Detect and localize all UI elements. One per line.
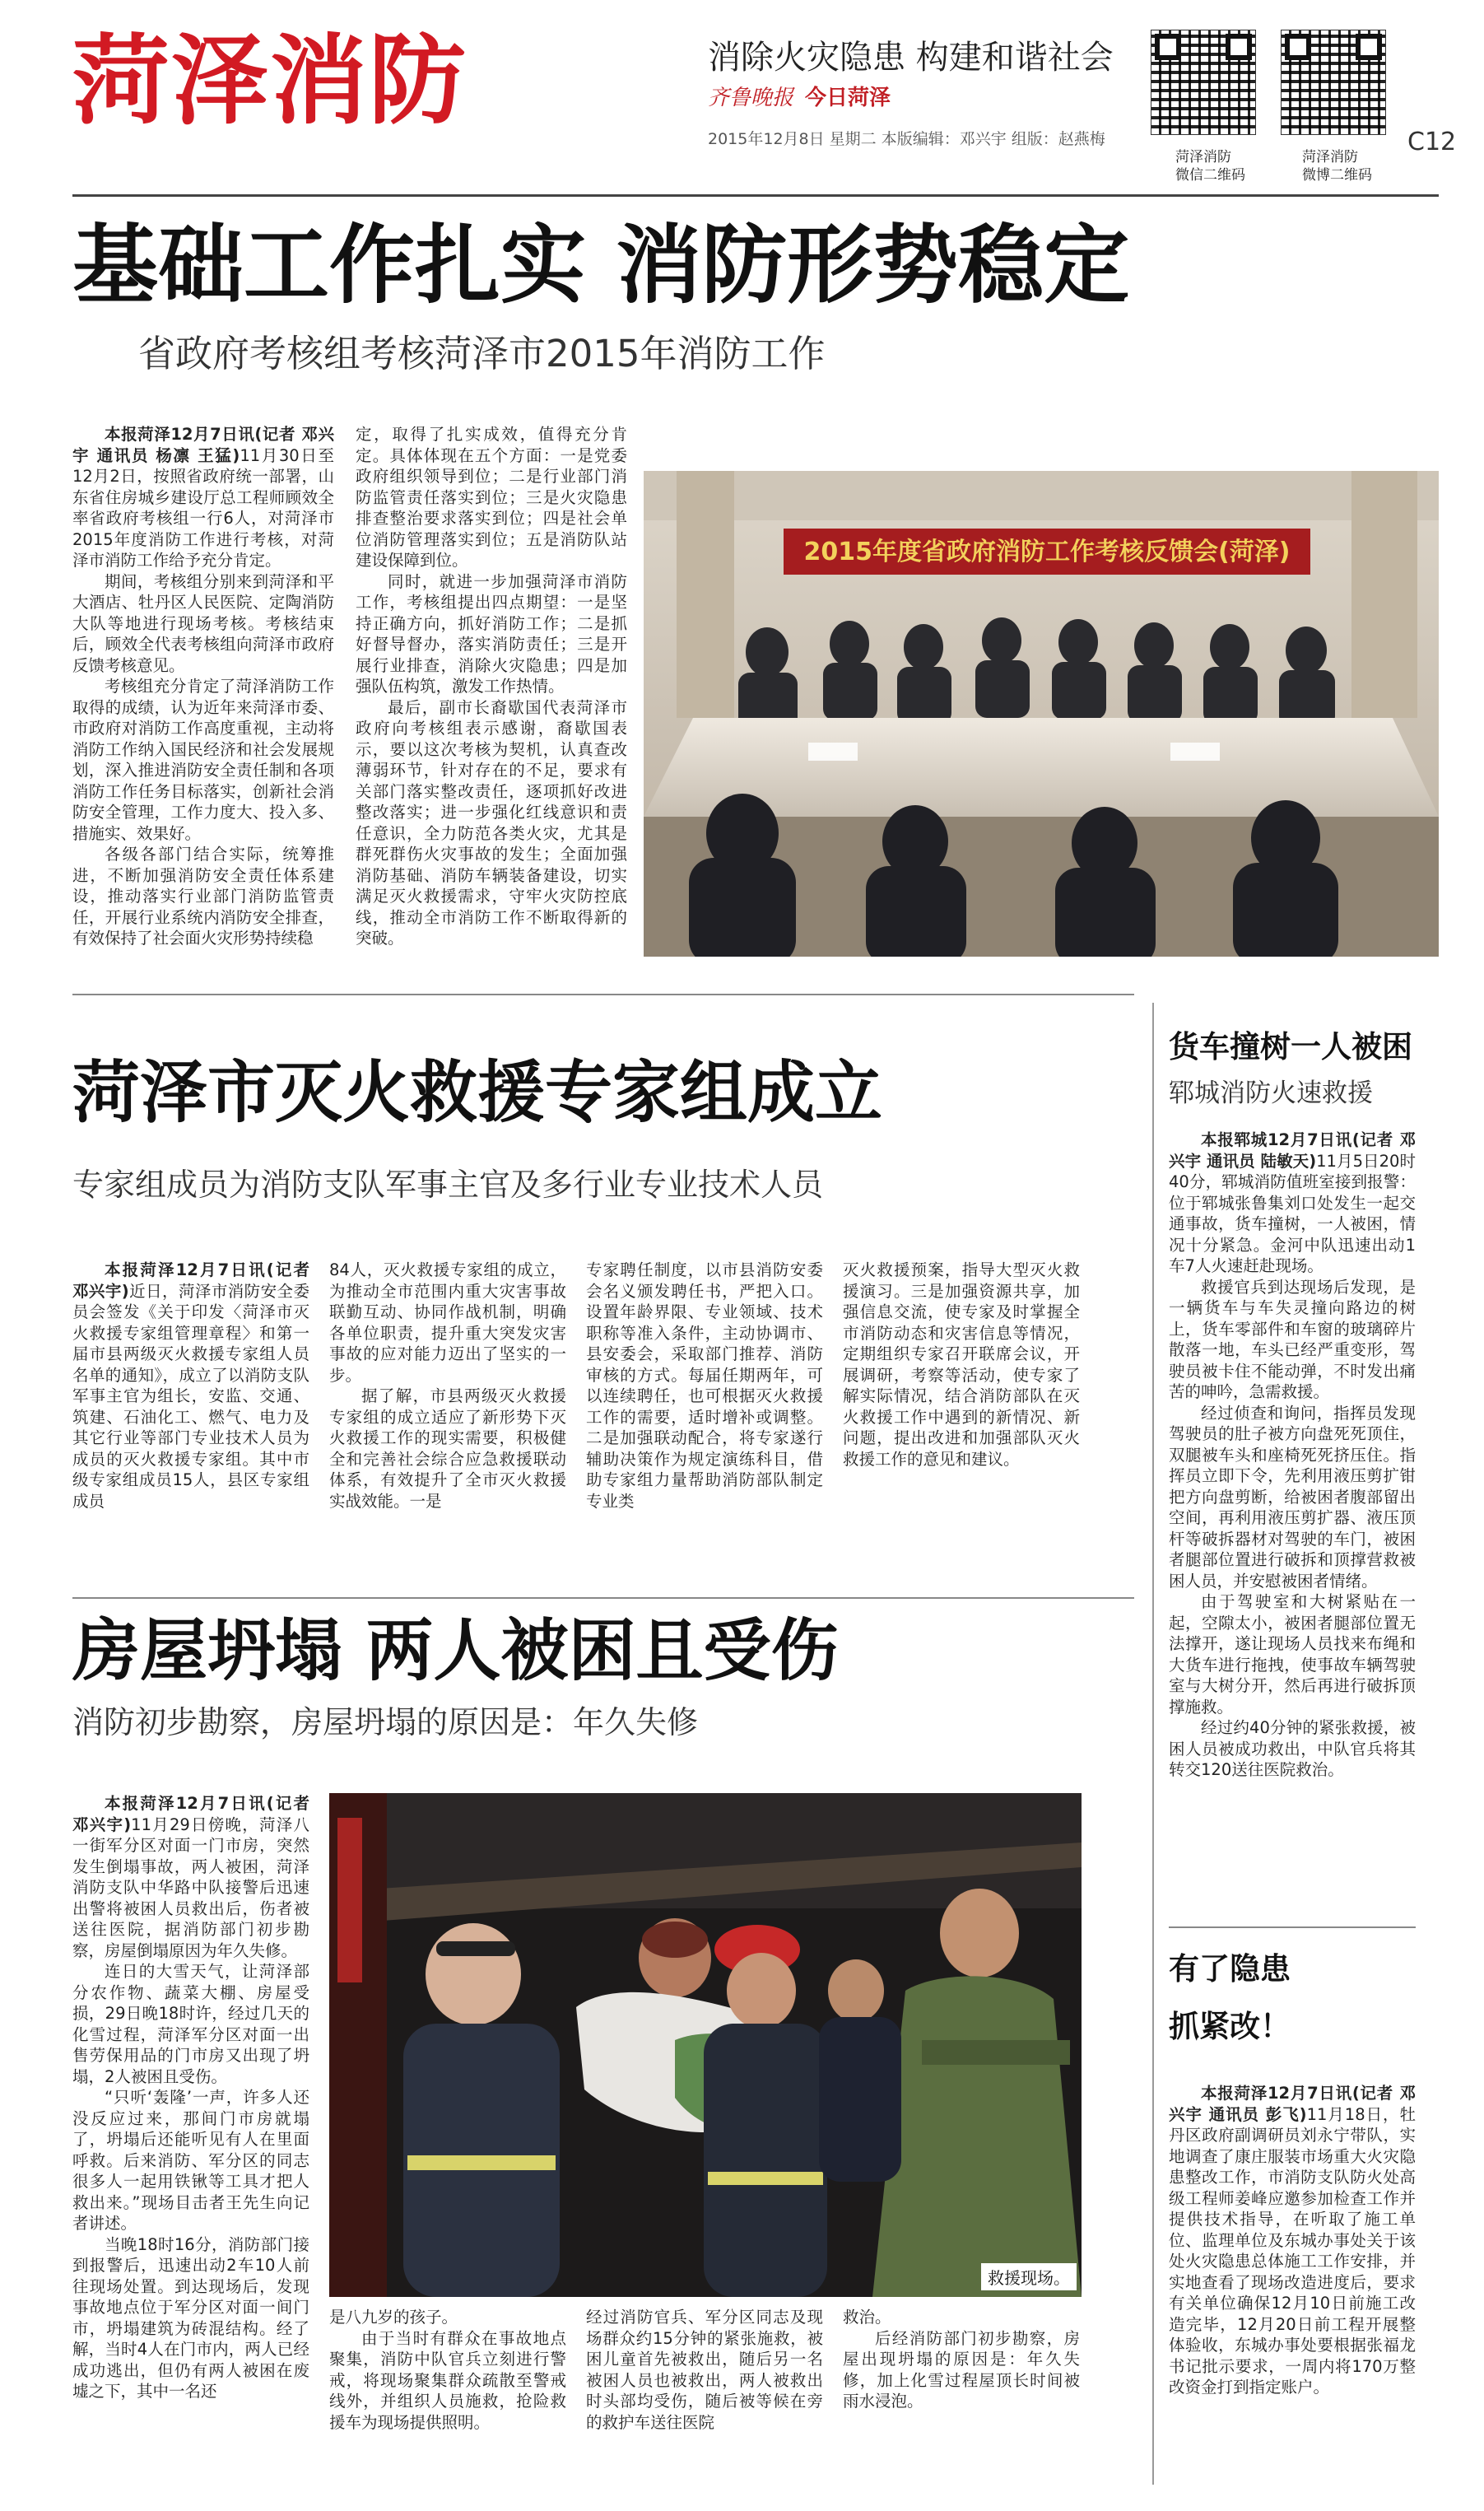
side2-byline: 本报菏泽12月7日讯(记者 邓兴宇 通讯员 彭飞) — [1169, 2084, 1416, 2124]
page-code: C12 — [1407, 128, 1457, 156]
masthead-title: 菏泽消防 — [72, 24, 468, 137]
side2-headline-line1: 有了隐患 — [1169, 1951, 1291, 1987]
article2-col4: 灭火救援预案，指导大型灭火救援演习。三是加强资源共享，加强信息交流，使专家及时掌握全市消防动态和灾害信息等情况，定期组织专家召开联席会议，开展调研，考察等活动，使专家了解实际情况，结合消防部队在灭火救援工作中遇到的新情况、新问题，提出改进和加强部队灭火救援工作的意见和建议。 — [843, 1260, 1080, 1469]
article3-photo-caption: 救援现场。 — [981, 2263, 1077, 2290]
weibo-qr-caption: 菏泽消防 微博二维码 — [1302, 149, 1372, 184]
article3-byline: 本报菏泽12月7日讯(记者 邓兴宇) — [72, 1794, 309, 1834]
article3-headline: 房屋坍塌 两人被困且受伤 — [72, 1612, 839, 1690]
side1-byline: 本报郓城12月7日讯(记者 邓兴宇 通讯员 陆敏天) — [1169, 1130, 1416, 1171]
wechat-qr-caption: 菏泽消防 微信二维码 — [1175, 149, 1245, 184]
article2-col3: 专家聘任制度，以市县消防安委会名义颁发聘任书，严把入口。设置年龄界限、专业领域、技术职称等准入条件，主动协调市、县安委会，采取部门推荐、消防审核的方式。每届任期两年，可以连续聘任，也可根据灭火救援工作的需要，适时增补或调整。二是加强联动配合，将专家遂行辅助决策作为规定演练科目，借助专家组力量帮助消防部队制定专业类 — [586, 1260, 823, 1511]
dateline: 2015年12月8日 星期二 本版编辑：邓兴宇 组版：赵燕梅 — [708, 130, 1105, 148]
article1-divider — [72, 994, 1134, 995]
side2-headline-line2: 抓紧改！ — [1169, 2009, 1291, 2044]
article1-col2: 定，取得了扎实成效，值得充分肯定。具体体现在五个方面：一是党委政府组织领导到位；二是行业部门消防监管责任落实到位；三是火灾隐患排查整治要求落实到位；四是社会单位消防管理落实到位；五是消防队站建设保障到位。 同时，就进一步加强菏泽市消防工作，考核组提出四点期望：一是坚持正确方向，抓好消防工作；二是抓好督导督办，落实消防责任；三是开展行业排查，消除火灾隐患；四是加强队伍构筑，激发工作热情。 最后，副市长裔歇国代表菏泽市政府向考核组表示感谢，裔歇国表示，要以这次考核为契机，认真查改薄弱环节，针对存在的不足，要求有关部门落实整改责任，逐项抓好改进整改落实；进一步强化红线意识和责任意识，全力防范各类火灾，尤其是群死群伤火灾事故的发生；全面加强消防基础、消防车辆装备建设，切实满足灭火救援需求，守牢火灾防控底线，推动全市消防工作不断取得新的突破。 — [356, 425, 627, 948]
side1-body: 本报郓城12月7日讯(记者 邓兴宇 通讯员 陆敏天)11月5日20时40分，郓城消防值班室接到报警：位于郓城张鲁集刘口处发生一起交通事故，货车撞树，一人被困，情况十分紧急。金河中队迅速出动1车7人火速赶赴现场。 救援官兵到达现场后发现，是一辆货车与车失灵撞向路边的树上，货车零部件和车窗的玻璃碎片散落一地，车头已经严重变形，驾驶员被卡住不能动弹，不时发出痛苦的呻吟，急需救援。 经过侦查和询问，指挥员发现驾驶员的肚子被方向盘死死顶住，双腿被车头和座椅死死挤压住。指挥员立即下令，先利用液压剪扩钳把方向盘剪断，给被困者腹部留出空间，再利用液压剪扩器、液压顶杆等破拆器材对驾驶的车门，被困者腿部位置进行破拆和顶撑营救被困人员，并安慰被困者情绪。 由于驾驶室和大树紧贴在一起，空隙太小，被困者腿部位置无法撑开，遂让现场人员找来布绳和大货车进行拖拽，使事故车辆驾驶室与大树分开，然后再进行破拆顶撑施救。 经过约40分钟的紧张救援，被困人员被成功救出，中队官兵将其转交120送往医院救治。 — [1169, 1130, 1416, 1779]
article3-col3: 经过消防官兵、军分区同志及现场群众约15分钟的紧张施救，被困儿童首先被救出，随后另一名被困人员也被救出，两人被救出时头部均受伤，随后被等候在旁的救护车送往医院 — [586, 2308, 823, 2432]
paper-tag: 今日菏泽 — [805, 86, 891, 110]
side1-subhead: 郓城消防火速救援 — [1169, 1078, 1373, 1108]
article2-headline: 菏泽市灭火救援专家组成立 — [72, 1054, 883, 1132]
paper-name — [708, 81, 891, 111]
article3-col4: 救治。 后经消防部门初步勘察，房屋出现坍塌的原因是：年久失修，加上化雪过程屋顶长时间被雨水浸泡。 — [843, 2308, 1080, 2411]
weibo-qr-code — [1281, 30, 1386, 135]
article1-headline: 基础工作扎实 消防形势稳定 — [72, 215, 1130, 315]
sidebar-divider — [1152, 1003, 1154, 2485]
article1-byline: 本报菏泽12月7日讯(记者 邓兴宇 通讯员 杨凛 王猛) — [72, 425, 334, 465]
side-divider — [1169, 1926, 1416, 1928]
article2-byline: 本报菏泽12月7日讯(记者 邓兴宇) — [72, 1260, 309, 1301]
wechat-qr-code — [1151, 30, 1256, 135]
article2-col2: 84人，灭火救援专家组的成立，为推动全市范围内重大灾害事故联勤互动、协同作战机制，明确各单位职责，提升重大突发灾害事故的应对能力迈出了坚实的一步。 据了解，市县两级灭火救援专家组的成立适应了新形势下灭火救援工作的现实需要，积极健全和完善社会综合应急救援联动体系，有效提升了全市灭火救援实战效能。一是 — [329, 1260, 566, 1511]
article2-divider — [72, 1597, 1134, 1599]
article3-col1: 本报菏泽12月7日讯(记者 邓兴宇)11月29日傍晚，菏泽八一街军分区对面一门市房，突然发生倒塌事故，两人被困，菏泽消防支队中华路中队接警后迅速出警将被困人员救出后，伤者被送往医院，据消防部门初步勘察，房屋倒塌原因为年久失修。 连日的大雪天气，让菏泽部分农作物、蔬菜大棚、房屋受损，29日晚18时许，经过几天的化雪过程，菏泽军分区对面一出售劳保用品的门市房又出现了坍塌，2人被困且受伤。 “只听‘轰隆’一声，许多人还没反应过来，那间门市房就塌了，坍塌后还能听见有人在里面呼救。后来消防、军分区的同志很多人一起用铁锹等工具才把人救出来。”现场目击者王先生向记者讲述。 当晚18时16分，消防部门接到报警后，迅速出动2车10人前往现场处置。到达现场后，发现事故地点位于军分区对面一间门市，坍塌建筑为砖混结构。经了解，当时4人在门市内，两人已经成功逃出，但仍有两人被困在废墟之下，其中一名还 — [72, 1794, 309, 2401]
article3-subhead: 消防初步勘察，房屋坍塌的原因是：年久失修 — [72, 1704, 699, 1740]
article1-col1: 本报菏泽12月7日讯(记者 邓兴宇 通讯员 杨凛 王猛)11月30日至12月2日，按照省政府统一部署，山东省住房城乡建设厅总工程师顾效全率省政府考核组一行6人，对菏泽市2015年度消防工作进行考核，对菏泽市消防工作给予充分肯定。 期间，考核组分别来到菏泽和平大酒店、牡丹区人民医院、定陶消防大队等地进行现场考核。考核结束后，顾效全代表考核组向菏泽市政府反馈考核意见。 考核组充分肯定了菏泽消防工作取得的成绩，认为近年来菏泽市委、市政府对消防工作高度重视，主动将消防工作纳入国民经济和社会发展规划，深入推进消防安全责任制和各项消防工作任务目标落实，创新社会消防安全管理，工作力度大、投入多、措施实、效果好。 各级各部门结合实际，统筹推进，不断加强消防安全责任体系建设，推动落实行业部门消防监管责任，开展行业系统内消防安全排查，有效保持了社会面火灾形势持续稳 — [72, 425, 334, 948]
paper-logo: 齐鲁晚报 — [708, 86, 794, 110]
article1-meeting-photo — [644, 471, 1439, 957]
article1-subhead: 省政府考核组考核菏泽市2015年消防工作 — [138, 332, 826, 375]
article3-col2: 是八九岁的孩子。 由于当时有群众在事故地点聚集，消防中队官兵立刻进行警戒，将现场聚集群众疏散至警戒线外，并组织人员施救，抢险救援车为现场提供照明。 — [329, 2308, 566, 2432]
masthead-slogan: 消除火灾隐患 构建和谐社会 — [708, 39, 1114, 77]
meeting-banner-text: 2015年度省政府消防工作考核反馈会(菏泽) — [803, 538, 1291, 566]
article2-subhead: 专家组成员为消防支队军事主官及多行业专业技术人员 — [72, 1167, 824, 1203]
side1-headline: 货车撞树一人被困 — [1169, 1029, 1412, 1064]
article3-rescue-photo — [329, 1793, 1082, 2297]
masthead-divider — [72, 194, 1439, 197]
article2-col1: 本报菏泽12月7日讯(记者 邓兴宇)近日，菏泽市消防安全委员会签发《关于印发〈菏泽市灭火救援专家组管理章程〉和第一届市县两级灭火救援专家组人员名单的通知》，成立了以消防支队军事主官为组长，安监、交通、筑建、石油化工、燃气、电力及其它行业等部门专业技术人员为成员的灭火救援专家组。其中市级专家组成员15人，县区专家组成员 — [72, 1260, 309, 1511]
side2-body: 本报菏泽12月7日讯(记者 邓兴宇 通讯员 彭飞)11月18日，牡丹区政府副调研员刘永宁带队，实地调查了康庄服装市场重大火灾隐患整改工作，市消防支队防火处高级工程师姜峰应邀参加检查工作并提供技术指导，在听取了施工单位、监理单位及东城办事处关于该处火灾隐患总体施工工作安排，并实地查看了现场改造进度后，要求有关单位确保12月10日前施工改造完毕，12月20日前工程开展整体验收，东城办事处要根据张福龙书记批示要求，一周内将170万整改资金打到指定账户。 — [1169, 2084, 1416, 2397]
